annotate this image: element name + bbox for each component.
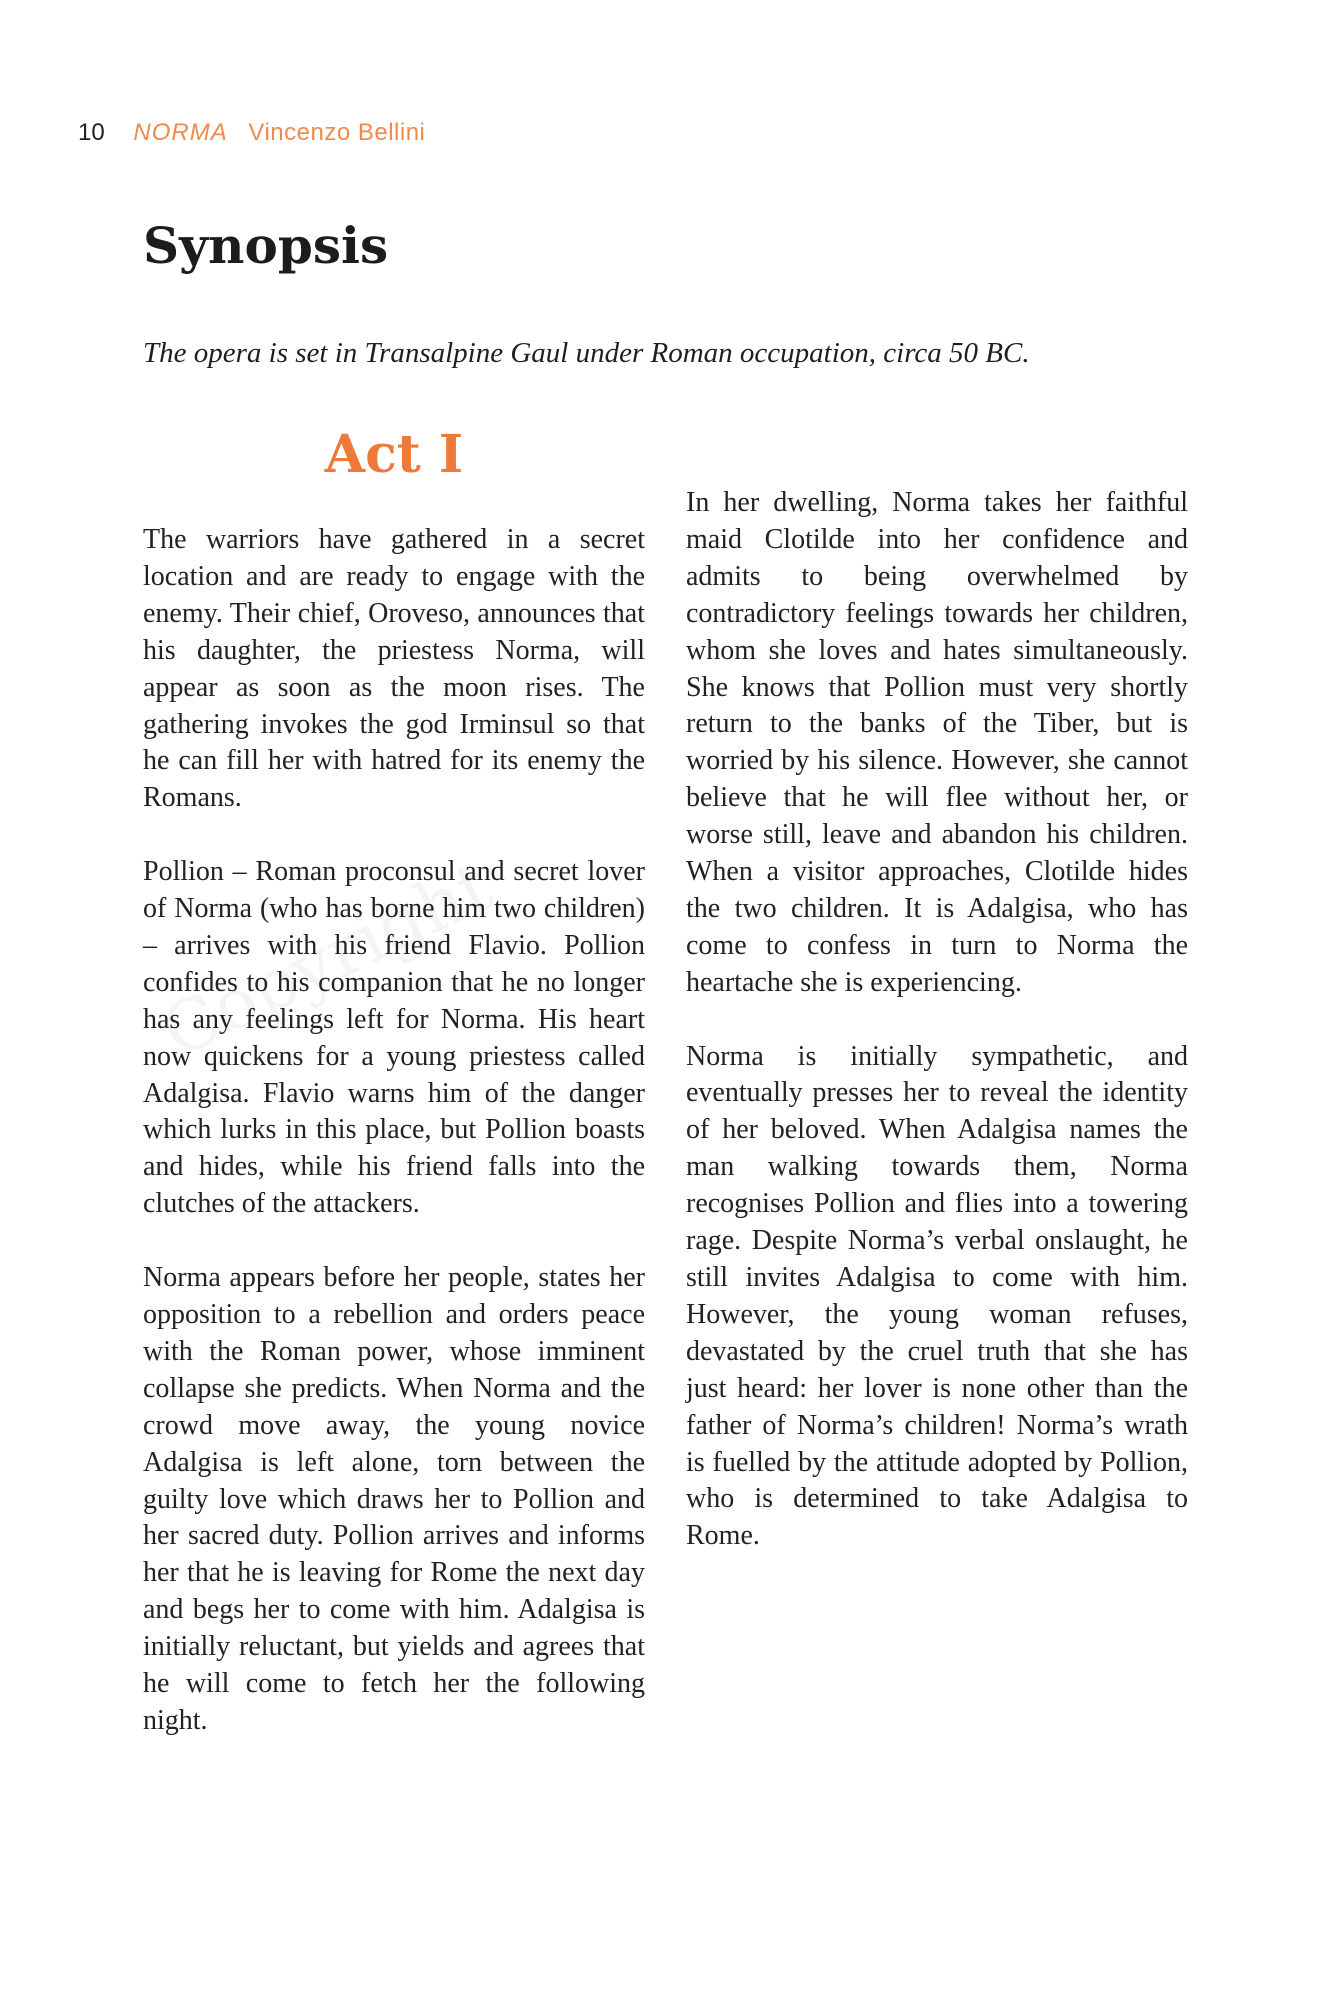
paragraph: Norma appears before her people, states her opposition to a rebellion and orders peace with the Roman power, whose imminent collapse she predicts. When Norma and the crowd move away, the young novice Adalgisa is left alone, torn between the guilty love which draws her to Pollion and her sacred duty. Pollion arrives and informs her that he is leaving for Rome the next day and begs her to come with him. Adalgisa is initially reluctant, but yields and agrees that he will come to fetch her the following night. <box>143 1262 645 1736</box>
page-number: 10 <box>78 119 105 146</box>
left-column <box>143 522 645 1740</box>
right-column <box>686 485 1188 1555</box>
paragraph: Pollion – Roman proconsul and secret lover of Norma (who has borne him two children) – arrives with his friend Flavio. Pollion confides to his companion that he no longer has any feelings left for Norma. His heart now quickens for a young priestess called Adalgisa. Flavio warns him of the danger which lurks in this place, but Pollion boasts and hides, while his friend falls into the clutches of the attackers. <box>143 856 645 1220</box>
paragraph: The warriors have gathered in a secret location and are ready to engage with the enemy. Their chief, Oroveso, announces that his daughter, the priestess Norma, will appear as soon as the moon rises. The gathering invokes the god Irminsul so that he can fill her with hatred for its enemy the Romans. <box>143 524 645 814</box>
paragraph: Norma is initially sympathetic, and eventually presses her to reveal the identity of her beloved. When Adalgisa names the man walking towards them, Norma recognises Pollion and flies into a towering rage. Despite Norma’s verbal onslaught, he still invites Adalgisa to come with him. However, the young woman refuses, devastated by the cruel truth that she has just heard: her lover is none other than the father of Norma’s children! Norma’s wrath is fuelled by the attitude adopted by Pollion, who is determined to take Adalgisa to Rome. <box>686 1040 1188 1552</box>
book-title: NORMA <box>133 119 228 146</box>
composer-name: Vincenzo Bellini <box>248 119 426 146</box>
paragraph: In her dwelling, Norma takes her faithful maid Clotilde into her confidence and admits to being overwhelmed by contradictory feelings towards her children, whom she loves and hates simultaneously. She knows that Pollion must very shortly return to the banks of the Tiber, but is worried by his silence. However, she cannot believe that he will flee without her, or worse still, leave and abandon his children. When a visitor approaches, Clotilde hides the two children. It is Adalgisa, who has come to confess in turn to Norma the heartache she is experiencing. <box>686 487 1188 998</box>
setting-line: The opera is set in Transalpine Gaul under Roman occupation, circa 50 BC. <box>143 337 1030 369</box>
act-title: Act I <box>324 424 464 485</box>
running-head <box>78 118 425 148</box>
section-heading: Synopsis <box>143 216 389 275</box>
